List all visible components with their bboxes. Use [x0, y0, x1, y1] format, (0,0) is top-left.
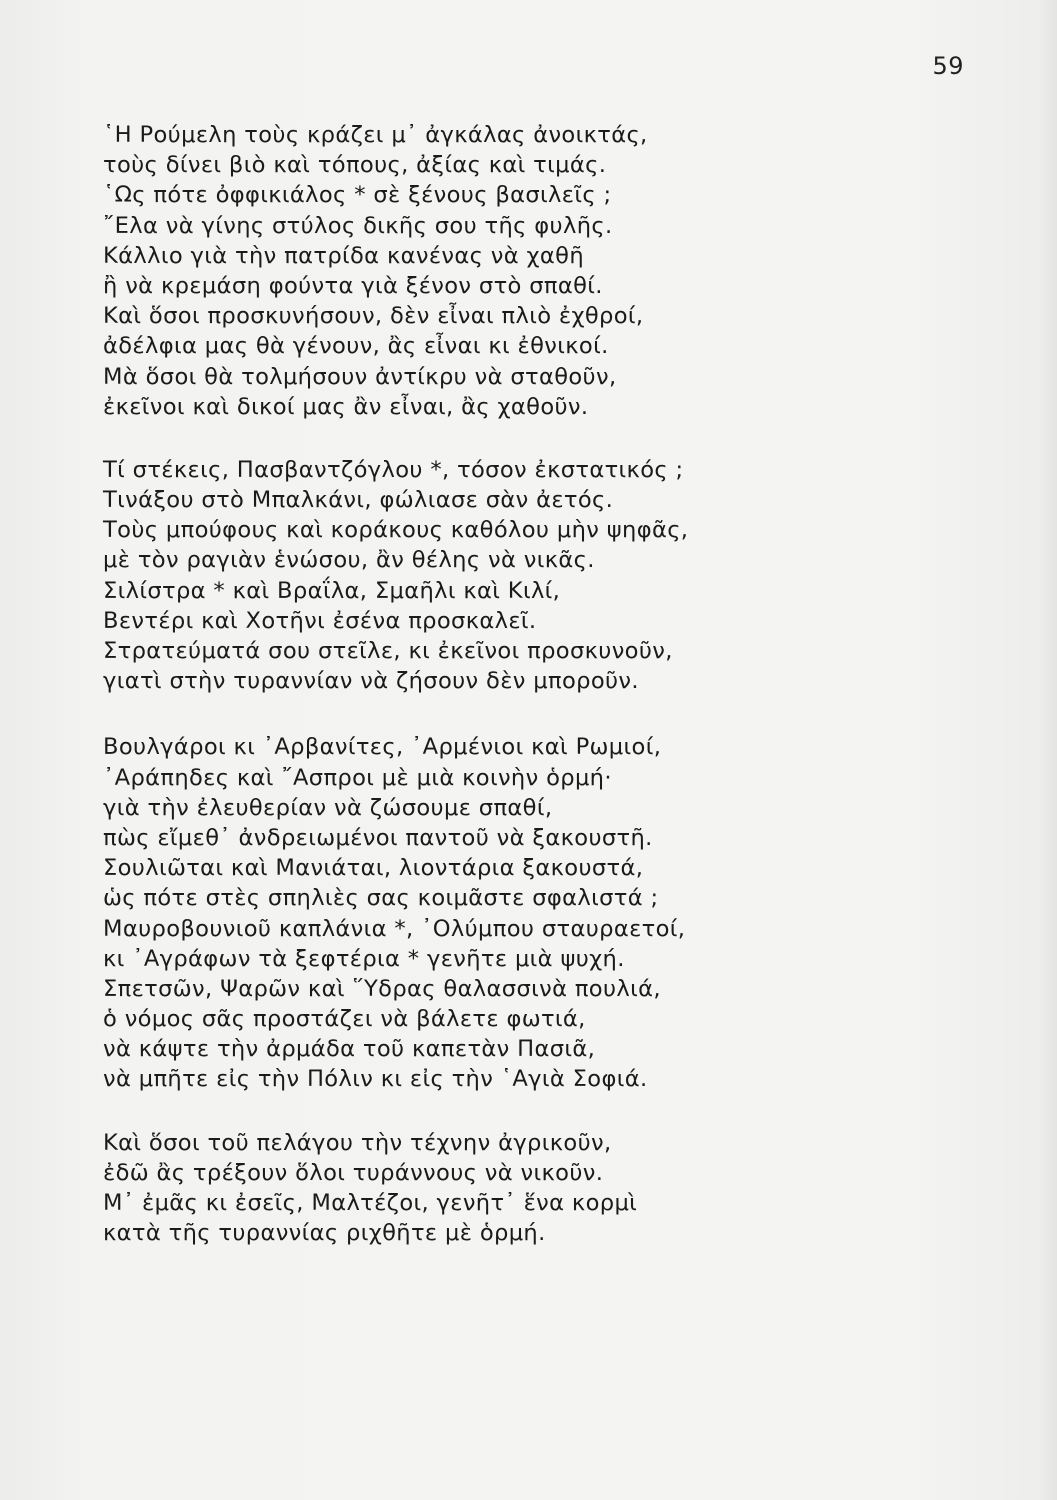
stanza-2: [103, 455, 823, 697]
poem-line: γιὰ τὴν ἐλευθερίαν νὰ ζώσουμε σπαθί,: [103, 794, 553, 821]
poem-line: Κάλλιο γιὰ τὴν πατρίδα κανένας νὰ χαθῆ: [103, 242, 584, 269]
stanza-3: [103, 732, 823, 1094]
poem-body: [103, 120, 823, 1248]
poem-line: ῾Ως πότε ὀφφικιάλος * σὲ ξένους βασιλεῖς ;: [103, 182, 612, 209]
poem-line: ῾Η Ρούμελη τοὺς κράζει μ᾿ ἀγκάλας ἀνοικτάς,: [103, 122, 648, 148]
poem-line: ῎Ελα νὰ γίνης στύλος δικῆς σου τῆς φυλῆς.: [103, 212, 613, 239]
poem-line: γιατὶ στὴν τυραννίαν νὰ ζήσουν δὲν μποροῦν.: [103, 668, 639, 695]
page-edge-shadow: [1039, 0, 1057, 1500]
poem-line: Μ᾿ ἐμᾶς κι ἐσεῖς, Μαλτέζοι, γενῆτ᾿ ἕνα κορμὶ: [103, 1190, 638, 1216]
poem-line: ὡς πότε στὲς σπηλιὲς σας κοιμᾶστε σφαλιστά ;: [103, 885, 659, 912]
poem-line: Βουλγάροι κι ᾿Αρβανίτες, ᾿Αρμένιοι καὶ Ρωμιοί,: [103, 734, 662, 761]
poem-line: Τοὺς μπούφους καὶ κοράκους καθόλου μὴν ψηφᾶς,: [103, 517, 689, 544]
poem-line: πὼς εἴμεθ᾿ ἀνδρειωμένοι παντοῦ νὰ ξακουστῆ.: [103, 824, 653, 851]
poem-line: ἀδέλφια μας θὰ γένουν, ἂς εἶναι κι ἐθνικοί.: [103, 333, 609, 360]
poem-line: ἐδῶ ἂς τρέξουν ὅλοι τυράννους νὰ νικοῦν.: [103, 1159, 604, 1186]
stanza-divider: [103, 696, 823, 732]
poem-line: Μαυροβουνιοῦ καπλάνια *, ᾿Ολύμπου σταυραετοί,: [103, 915, 686, 942]
poem-line: νὰ κάψτε τὴν ἀρμάδα τοῦ καπετὰν Πασιᾶ,: [103, 1036, 596, 1063]
stanza-1: [103, 120, 823, 422]
poem-line: Καὶ ὅσοι τοῦ πελάγου τὴν τέχνην ἀγρικοῦν,: [103, 1129, 612, 1156]
stanza-divider: [103, 1095, 823, 1128]
poem-line: ᾿Αράπηδες καὶ ῎Ασπροι μὲ μιὰ κοινὴν ὁρμή·: [103, 764, 612, 791]
poem-line: Σιλίστρα * καὶ Βραΐλα, Σμαῆλι καὶ Κιλί,: [103, 577, 561, 604]
stanza-4: [103, 1128, 823, 1249]
poem-line: Σουλιῶται καὶ Μανιάται, λιοντάρια ξακουστά,: [103, 855, 644, 882]
poem-line: Στρατεύματά σου στεῖλε, κι ἐκεῖνοι προσκυνοῦν,: [103, 638, 673, 664]
poem-line: Τινάξου στὸ Μπαλκάνι, φώλιασε σὰν ἀετός.: [103, 487, 614, 514]
stanza-divider: [103, 422, 823, 455]
poem-line: μὲ τὸν ραγιὰν ἑνώσου, ἂν θέλης νὰ νικᾶς.: [103, 547, 595, 574]
poem-line: Σπετσῶν, Ψαρῶν καὶ ῞Υδρας θαλασσινὰ πουλιά,: [103, 975, 661, 1002]
poem-line: ἐκεῖνοι καὶ δικοί μας ἂν εἶναι, ἂς χαθοῦν.: [103, 393, 589, 420]
poem-line: ἢ νὰ κρεμάση φούντα γιὰ ξένον στὸ σπαθί.: [103, 272, 603, 299]
poem-line: Τί στέκεις, Πασβαντζόγλου *, τόσον ἐκστατικός ;: [103, 456, 684, 483]
poem-line: Μὰ ὅσοι θὰ τολμήσουν ἀντίκρυ νὰ σταθοῦν,: [103, 363, 617, 390]
poem-line: νὰ μπῆτε εἰς τὴν Πόλιν κι εἰς τὴν ῾Αγιὰ Σοφιά.: [103, 1066, 648, 1093]
poem-line: ὁ νόμος σᾶς προστάζει νὰ βάλετε φωτιά,: [103, 1006, 586, 1033]
page-number: 59: [932, 52, 964, 80]
poem-line: κι ᾿Αγράφων τὰ ξεφτέρια * γενῆτε μιὰ ψυχή.: [103, 945, 625, 972]
poem-line: κατὰ τῆς τυραννίας ριχθῆτε μὲ ὁρμή.: [103, 1220, 546, 1247]
poem-line: Βεντέρι καὶ Χοτῆνι ἐσένα προσκαλεῖ.: [103, 607, 537, 634]
poem-line: Καὶ ὅσοι προσκυνήσουν, δὲν εἶναι πλιὸ ἐχθροί,: [103, 303, 644, 330]
poem-line: τοὺς δίνει βιὸ καὶ τόπους, ἀξίας καὶ τιμάς.: [103, 152, 607, 179]
